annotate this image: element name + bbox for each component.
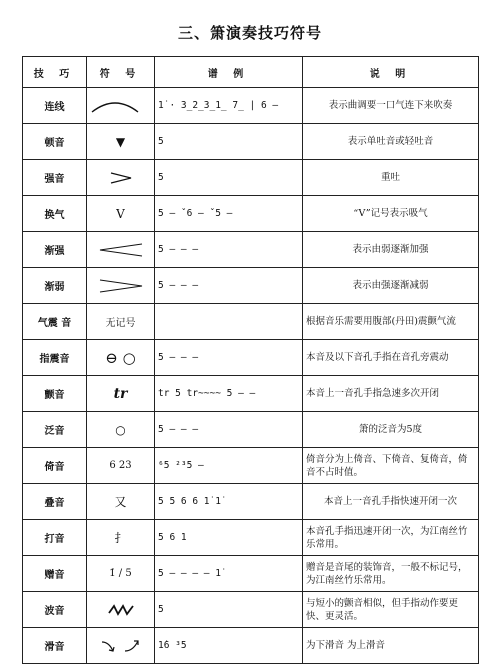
description: 本音上一音孔手指急速多次开闭 <box>303 376 479 412</box>
symbol-text: 无记号 <box>87 304 155 340</box>
notation-example: 5 — — — <box>155 340 303 376</box>
table-row <box>23 232 479 268</box>
description: 与短小的颤音相似，但手指动作要更快、更灵活。 <box>303 592 479 628</box>
table-row <box>23 160 479 196</box>
technique-name: 倚音 <box>23 448 87 484</box>
notation-example <box>155 304 303 340</box>
harmonic-circle-icon: ○ <box>87 412 155 448</box>
table-row <box>23 268 479 304</box>
table-header-row <box>23 57 479 88</box>
glide-arrows-icon <box>87 628 155 664</box>
header-symbol: 符 号 <box>87 57 155 88</box>
technique-name: 顿音 <box>23 124 87 160</box>
notation-example: 5 <box>155 160 303 196</box>
technique-name: 强音 <box>23 160 87 196</box>
notation-example: 5 — — — <box>155 412 303 448</box>
table-row <box>23 484 479 520</box>
technique-name: 滑音 <box>23 628 87 664</box>
header-description: 说 明 <box>303 57 479 88</box>
description: 箫的泛音为5度 <box>303 412 479 448</box>
header-example: 谱 例 <box>155 57 303 88</box>
description: 表示由弱逐渐加强 <box>303 232 479 268</box>
technique-name: 颤音 <box>23 376 87 412</box>
symbol-text: 又 <box>87 484 155 520</box>
technique-name: 气震 音 <box>23 304 87 340</box>
technique-symbol-table <box>22 56 479 664</box>
table-row <box>23 340 479 376</box>
notation-example: 5 <box>155 592 303 628</box>
technique-name: 指震音 <box>23 340 87 376</box>
notation-example: 5 — — — <box>155 268 303 304</box>
technique-name: 渐强 <box>23 232 87 268</box>
technique-name: 连线 <box>23 88 87 124</box>
crescendo-hairpin-icon <box>87 232 155 268</box>
description: 表示单吐音或轻吐音 <box>303 124 479 160</box>
table-row <box>23 376 479 412</box>
notation-example: 5 <box>155 124 303 160</box>
technique-name: 打音 <box>23 520 87 556</box>
technique-name: 赠音 <box>23 556 87 592</box>
description: 倚音分为上倚音、下倚音、复倚音，倚音不占时值。 <box>303 448 479 484</box>
technique-name: 泛音 <box>23 412 87 448</box>
mordent-icon <box>87 592 155 628</box>
technique-name: 叠音 <box>23 484 87 520</box>
table-row <box>23 628 479 664</box>
description: 为下滑音 为上滑音 <box>303 628 479 664</box>
trill-icon: tr <box>87 376 155 412</box>
description: 根据音乐需要用腹部(丹田)震颤气流 <box>303 304 479 340</box>
description: 表示由强逐渐减弱 <box>303 268 479 304</box>
finger-vibrato-icon: ⊖ ○ <box>87 340 155 376</box>
notation-example: tr 5 tr~~~~ 5 — — <box>155 376 303 412</box>
accent-icon <box>87 160 155 196</box>
table-row <box>23 448 479 484</box>
table-row <box>23 592 479 628</box>
description: 重吐 <box>303 160 479 196</box>
technique-name: 渐弱 <box>23 268 87 304</box>
table-row <box>23 412 479 448</box>
notation-example: 5 — ˇ6 — ˇ5 — <box>155 196 303 232</box>
description: “V”记号表示吸气 <box>303 196 479 232</box>
notation-example: 5 — — — <box>155 232 303 268</box>
table-row <box>23 124 479 160</box>
description: 本音及以下音孔手指在音孔旁震动 <box>303 340 479 376</box>
slur-arc-icon <box>87 88 155 124</box>
symbol-text: 1̇ / 5 <box>87 556 155 592</box>
notation-example: 5 5 6 6 1̇ 1̇ <box>155 484 303 520</box>
symbol-text: 扌 <box>87 520 155 556</box>
notation-example: 1̇ · 3̲2̲3̲1̲ 7̲ | 6 — <box>155 88 303 124</box>
table-row <box>23 88 479 124</box>
table-row <box>23 520 479 556</box>
notation-example: 5 6 1 <box>155 520 303 556</box>
notation-example: ⁶5 ²³5 — <box>155 448 303 484</box>
breath-mark-icon: V <box>87 196 155 232</box>
description: 本音上一音孔手指快速开闭一次 <box>303 484 479 520</box>
page-title: 三、箫演奏技巧符号 <box>177 24 322 42</box>
grace-note-icon: 6 23 <box>87 448 155 484</box>
description: 赠音是音尾的装饰音，一般不标记号，为江南丝竹乐常用。 <box>303 556 479 592</box>
description: 本音孔手指迅速开闭一次，为江南丝竹乐常用。 <box>303 520 479 556</box>
table-row <box>23 556 479 592</box>
decrescendo-hairpin-icon <box>87 268 155 304</box>
table-row <box>23 304 479 340</box>
technique-name: 换气 <box>23 196 87 232</box>
technique-name: 波音 <box>23 592 87 628</box>
notation-example: 1̇6 ³5 <box>155 628 303 664</box>
header-technique: 技 巧 <box>23 57 87 88</box>
description: 表示曲调要一口气连下来吹奏 <box>303 88 479 124</box>
staccato-wedge-icon: ▼ <box>87 124 155 160</box>
table-row <box>23 196 479 232</box>
notation-example: 5 — — — — 1̇ <box>155 556 303 592</box>
